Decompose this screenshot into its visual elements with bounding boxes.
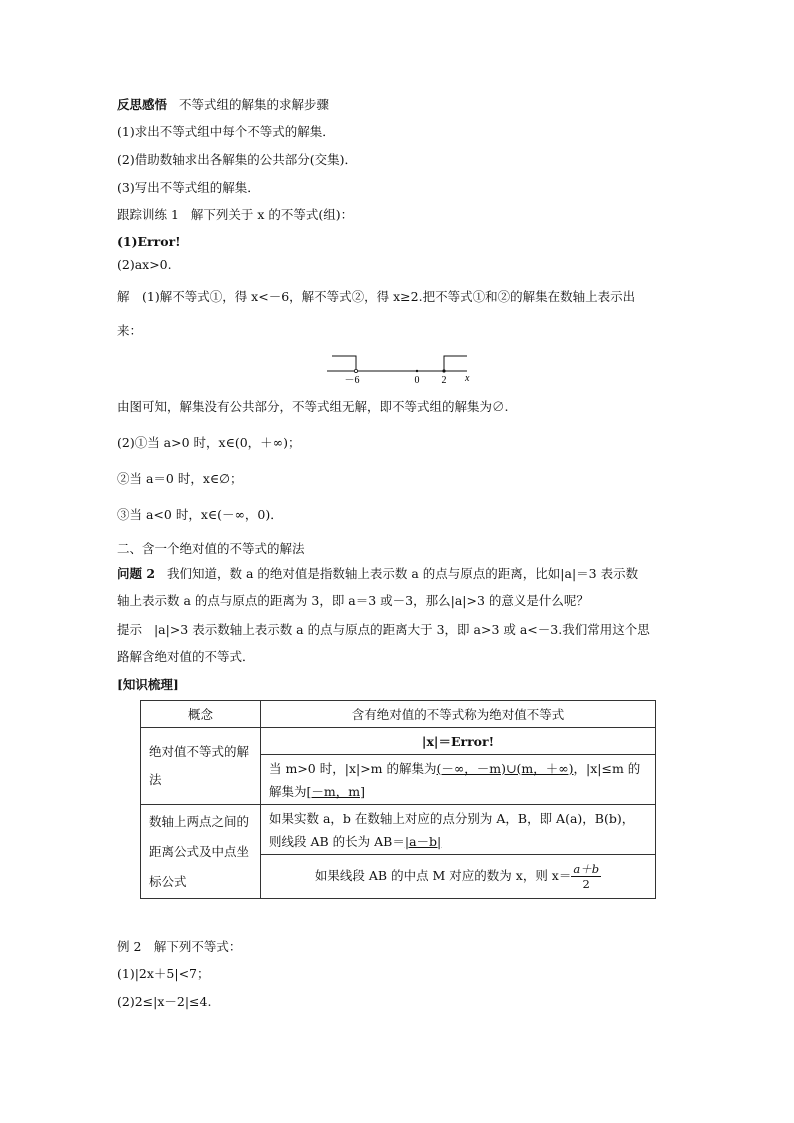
knowledge-label: [知识梳理] — [117, 677, 179, 692]
question-line-2: 轴上表示数 a 的点与原点的距离为 3，即 a＝3 或－3，那么|a|>3 的意义是什么呢？ — [117, 593, 589, 608]
reflection-subtitle: 不等式组的解集的求解步骤 — [178, 97, 329, 112]
solution-bracket-left — [332, 356, 356, 371]
fraction-numerator: a＋b — [573, 862, 600, 876]
cell-concept-label: 概念 — [141, 701, 261, 728]
table-row-method-a — [141, 728, 656, 755]
question-text-1: 我们知道，数 a 的绝对值是指数轴上表示数 a 的点与原点的距离，比如|a|＝3 表示数 — [166, 566, 639, 581]
solution-set-text-2: ，|x|≤m 的 — [573, 760, 641, 776]
midpoint-fraction — [571, 862, 601, 891]
distance-text-2: 则线段 AB 的长为 AB＝ — [269, 833, 405, 849]
solution-line-1: 解 (1)解不等式①，得 x<－6，解不等式②，得 x≥2.把不等式①和②的解集在数轴上表示出 — [117, 289, 636, 304]
question-label: 问题 2 — [117, 566, 156, 581]
example-q2: (2)2≤|x－2|≤4. — [117, 994, 212, 1009]
table-row-concept — [141, 701, 656, 728]
hint-text-1: |a|>3 表示数轴上表示数 a 的点与原点的距离大于 3，即 a>3 或 a<－3.我们常用这个思 — [153, 622, 650, 637]
solution-set-text-1: 当 m>0 时，|x|>m 的解集为 — [269, 760, 437, 776]
training-q1: (1)Error! — [117, 234, 181, 249]
solution-case-3: ③当 a<0 时，x∈(－∞，0)． — [117, 507, 283, 522]
solution-bracket-right — [444, 356, 467, 371]
solution-case-2: ②当 a＝0 时，x∈∅； — [117, 471, 243, 486]
distance-expression: |a－b| — [404, 833, 442, 849]
solution-conclusion: 由图可知，解集没有公共部分，不等式组无解，即不等式组的解集为∅. — [117, 399, 509, 414]
label-zero: 0 — [414, 375, 420, 386]
solution-case-1: (2)①当 a>0 时，x∈(0，＋∞)； — [117, 435, 301, 450]
cell-formula-label: 数轴上两点之间的距离公式及中点坐标公式 — [141, 805, 261, 899]
solution-set-text-3: 解集为 — [269, 783, 307, 799]
reflection-step-3: (3)写出不等式组的解集． — [117, 180, 260, 195]
section2-heading: 二、含一个绝对值的不等式的解法 — [117, 541, 305, 556]
solution-set-less: [－m，m] — [306, 783, 365, 799]
example-title: 例 2 解下列不等式： — [117, 939, 242, 954]
point-minus-6 — [354, 369, 357, 372]
knowledge-table — [140, 700, 656, 899]
hint-label: 提示 — [117, 622, 143, 637]
cell-midpoint-formula — [261, 855, 656, 899]
training-q2: (2)ax>0. — [117, 257, 172, 272]
hint-line-1 — [117, 621, 650, 639]
fraction-denominator: 2 — [582, 877, 590, 891]
example-q1: (1)|2x＋5|<7； — [117, 966, 210, 981]
label-two: 2 — [441, 375, 447, 386]
question-line-1 — [117, 565, 638, 583]
point-zero — [416, 370, 418, 372]
cell-solution-sets — [261, 755, 656, 805]
label-x-axis: x — [465, 373, 470, 384]
solution-set-greater: (－∞，－m)∪(m，＋∞) — [436, 760, 574, 776]
cell-method-label: 绝对值不等式的解法 — [141, 728, 261, 805]
training-title: 跟踪训练 1 — [117, 207, 179, 222]
table-row-distance — [141, 805, 656, 855]
cell-abs-definition: |x|＝Error! — [261, 728, 656, 755]
point-two — [442, 369, 445, 372]
hint-line-2: 路解含绝对值的不等式． — [117, 649, 255, 664]
cell-concept-definition: 含有绝对值的不等式称为绝对值不等式 — [261, 701, 656, 728]
number-line-figure — [322, 352, 482, 388]
reflection-line — [117, 96, 329, 114]
reflection-step-2: (2)借助数轴求出各解集的公共部分(交集)． — [117, 152, 357, 167]
midpoint-text: 如果线段 AB 的中点 M 对应的数为 x，则 x＝ — [314, 868, 572, 883]
distance-text-1: 如果实数 a，b 在数轴上对应的点分别为 A，B，即 A(a)，B(b)， — [269, 810, 635, 826]
reflection-step-1: (1)求出不等式组中每个不等式的解集． — [117, 124, 335, 139]
solution-line-1-cont: 来： — [117, 323, 143, 338]
training-heading — [117, 206, 353, 224]
label-minus-6: －6 — [344, 375, 360, 386]
cell-distance-formula — [261, 805, 656, 855]
training-prompt: 解下列关于 x 的不等式(组)： — [190, 207, 354, 222]
reflection-title: 反思感悟 — [117, 97, 168, 112]
